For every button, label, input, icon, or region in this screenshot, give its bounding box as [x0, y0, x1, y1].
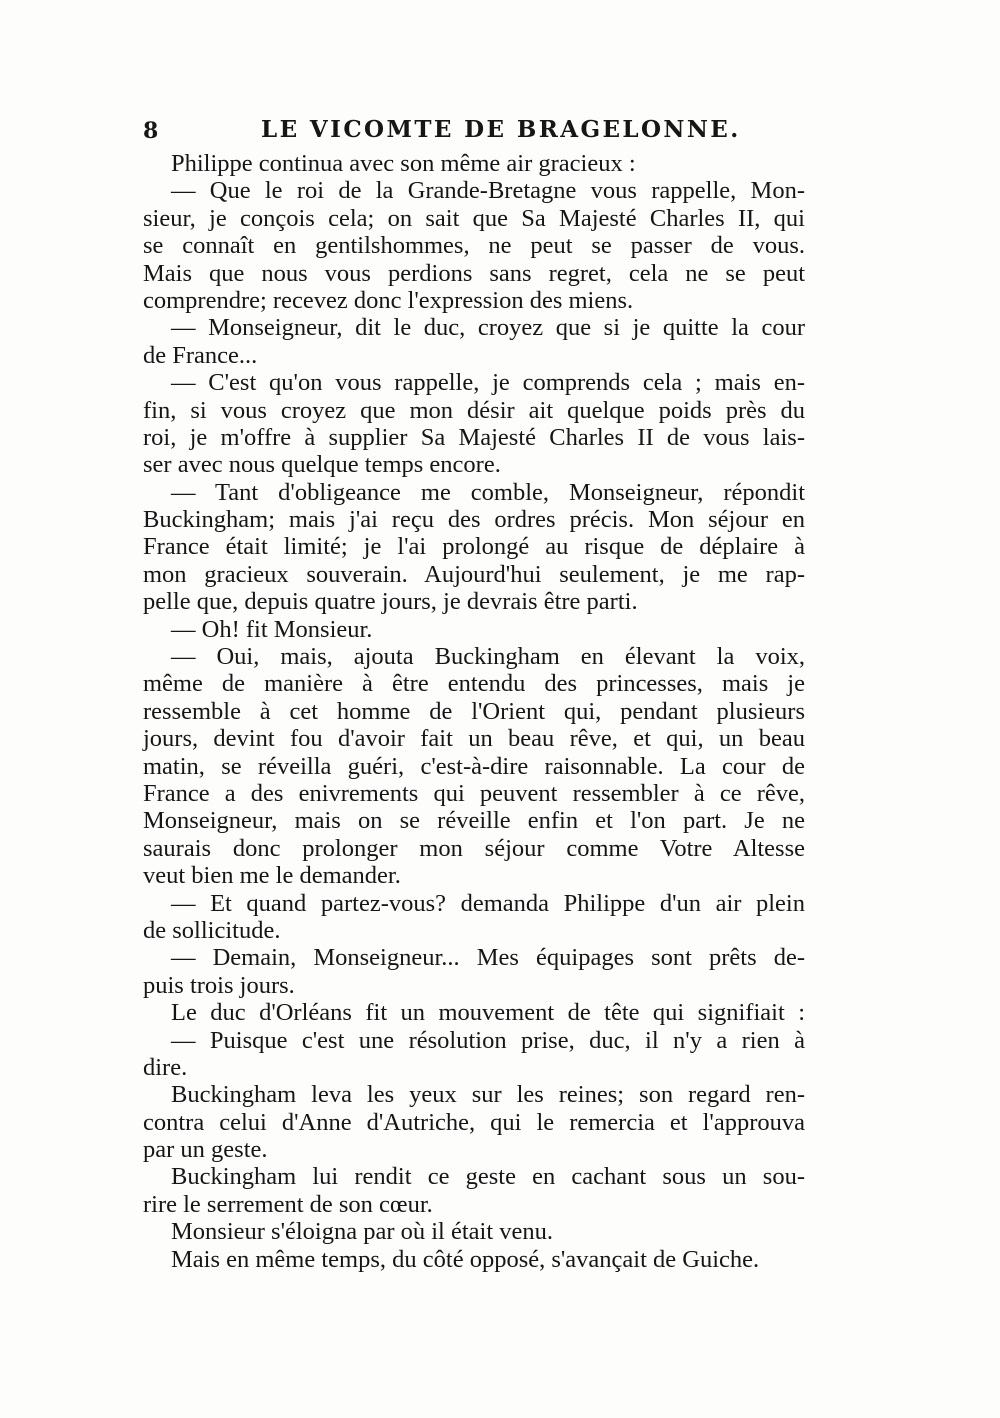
text-line: même de manière à être entendu des princesses, mais je	[143, 670, 805, 698]
text-line: Le duc d'Orléans fit un mouvement de tête qui signifiait :	[171, 999, 805, 1027]
text-line: puis trois jours.	[143, 971, 295, 999]
text-line: ressemble à cet homme de l'Orient qui, pendant plusieurs	[143, 697, 805, 725]
body-text	[143, 150, 805, 1273]
page-number: 8	[143, 118, 159, 144]
text-line: Buckingham lui rendit ce geste en cachant sous un sou-	[171, 1163, 805, 1191]
text-line: contra celui d'Anne d'Autriche, qui le remercia et l'approuva	[143, 1108, 805, 1136]
text-line: matin, se réveilla guéri, c'est-à-dire raisonnable. La cour de	[143, 752, 805, 780]
text-line: veut bien me le demander.	[143, 862, 401, 890]
text-line: pelle que, depuis quatre jours, je devrais être parti.	[143, 588, 638, 616]
text-line: mon gracieux souverain. Aujourd'hui seulement, je me rap-	[143, 560, 805, 588]
text-line: France a des enivrements qui peuvent ressembler à ce rêve,	[143, 779, 805, 807]
text-line: Mais en même temps, du côté opposé, s'avançait de Guiche.	[171, 1245, 760, 1273]
text-line: — Que le roi de la Grande-Bretagne vous rappelle, Mon-	[171, 177, 805, 205]
text-line: de France...	[143, 341, 258, 369]
text-line: Monseigneur, mais on se réveille enfin et l'on part. Je ne	[143, 807, 805, 835]
text-line: roi, je m'offre à supplier Sa Majesté Charles II de vous lais-	[143, 423, 805, 451]
text-line: — Et quand partez-vous? demanda Philippe d'un air plein	[171, 889, 805, 917]
text-line: Mais que nous vous perdions sans regret, cela ne se peut	[143, 259, 805, 287]
text-line: jours, devint fou d'avoir fait un beau rêve, et qui, un beau	[143, 725, 805, 753]
text-line: — Puisque c'est une résolution prise, duc, il n'y a rien à	[171, 1026, 805, 1054]
text-line: Buckingham; mais j'ai reçu des ordres précis. Mon séjour en	[143, 506, 805, 534]
text-line: comprendre; recevez donc l'expression des miens.	[143, 286, 634, 314]
text-line: ser avec nous quelque temps encore.	[143, 451, 501, 479]
text-line: de sollicitude.	[143, 916, 281, 944]
text-line: se connaît en gentilshommes, ne peut se passer de vous.	[143, 232, 805, 260]
text-line: Buckingham leva les yeux sur les reines; son regard ren-	[171, 1081, 805, 1109]
text-line: — Monseigneur, dit le duc, croyez que si je quitte la cour	[171, 314, 805, 342]
text-line: dire.	[143, 1053, 188, 1081]
text-line: Philippe continua avec son même air gracieux :	[171, 150, 636, 177]
text-line: fin, si vous croyez que mon désir ait quelque poids près du	[143, 396, 805, 424]
page-header	[143, 114, 805, 148]
text-line: — Tant d'obligeance me comble, Monseigneur, répondit	[171, 478, 805, 506]
text-line: — Oui, mais, ajouta Buckingham en élevant la voix,	[171, 643, 805, 671]
running-title: LE VICOMTE DE BRAGELONNE.	[261, 116, 741, 143]
text-line: — C'est qu'on vous rappelle, je comprends cela ; mais en-	[171, 369, 805, 397]
text-line: par un geste.	[143, 1136, 268, 1164]
text-line: rire le serrement de son cœur.	[143, 1190, 433, 1218]
text-line: Monsieur s'éloigna par où il était venu.	[171, 1218, 554, 1246]
text-line: — Oh! fit Monsieur.	[171, 615, 373, 643]
text-line: France était limité; je l'ai prolongé au risque de déplaire à	[143, 533, 805, 561]
text-line: — Demain, Monseigneur... Mes équipages sont prêts de-	[171, 944, 805, 972]
text-line: sieur, je conçois cela; on sait que Sa Majesté Charles II, qui	[143, 204, 805, 232]
text-line: saurais donc prolonger mon séjour comme Votre Altesse	[143, 834, 805, 862]
